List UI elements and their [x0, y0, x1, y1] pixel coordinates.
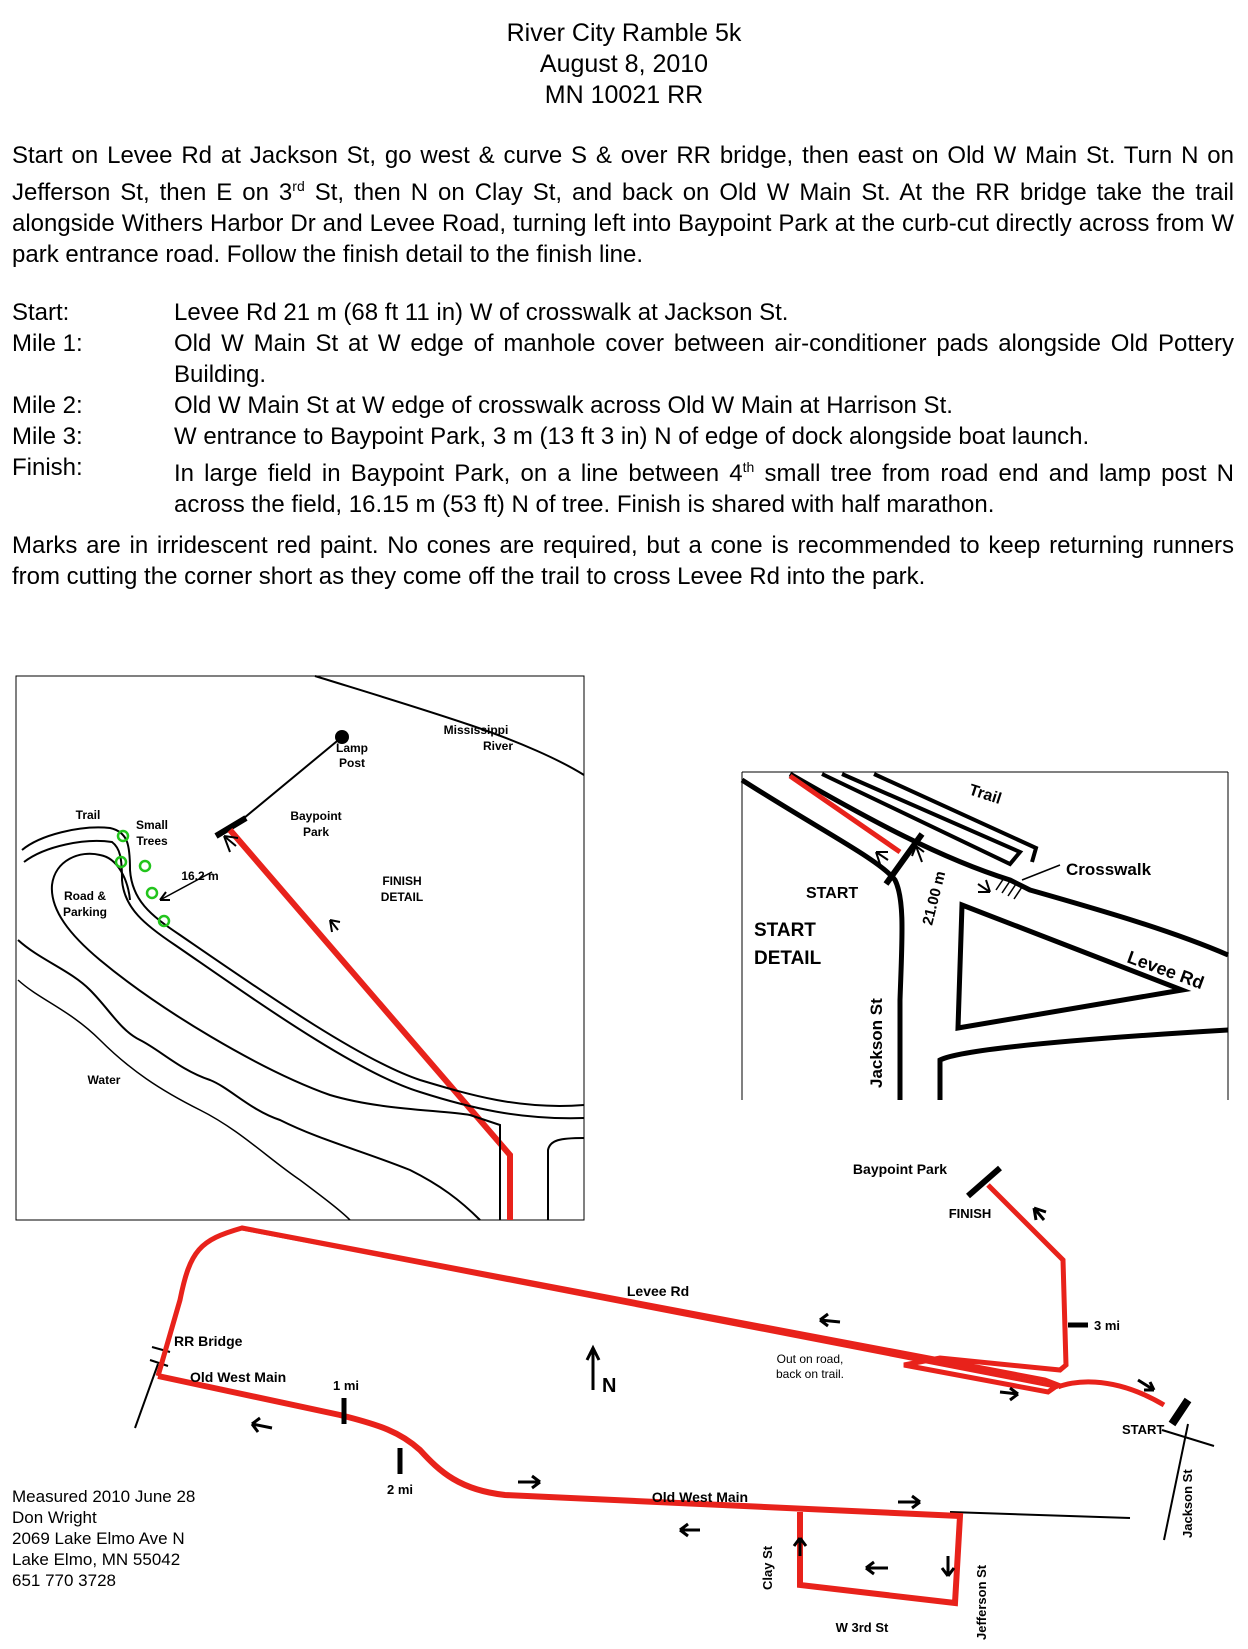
start-detail-label-2: DETAIL: [754, 948, 822, 969]
trail-label: Trail: [966, 781, 1004, 808]
measured-date: Measured 2010 June 28: [12, 1487, 196, 1506]
arrow-icon: [820, 1314, 840, 1326]
start-label: START: [806, 885, 859, 902]
checkpoint-label: Start:: [12, 299, 70, 326]
course-route-levee: [240, 1228, 1058, 1387]
start-line-mark: [886, 834, 922, 884]
road-label-2: Parking: [62, 905, 108, 919]
finish-text-b: small tree from road end and lamp post N across the field, 16.15 m (53 ft) N of tree. Finish is shared with half marathon.: [174, 460, 1234, 518]
old-west-main-street: [950, 1512, 1130, 1518]
old-west-main-label: Old West Main: [190, 1369, 287, 1385]
desc-sup: rd: [292, 178, 305, 194]
finish-route: [230, 830, 510, 1220]
measurer-phone: 651 770 3728: [12, 1571, 116, 1590]
route-note: Out on road,: [776, 1352, 844, 1366]
finish-sup: th: [742, 459, 755, 475]
mile1-label: 1 mi: [332, 1378, 360, 1393]
jefferson-label: Jefferson St: [974, 1564, 989, 1640]
clay-label: Clay St: [760, 1545, 775, 1590]
levee-street-east: [1162, 1430, 1214, 1446]
finish-text-a: In large field in Baypoint Park, on a line between 4: [174, 460, 743, 487]
mile3-label: 3 mi: [1094, 1318, 1121, 1333]
w3rd-label: W 3rd St: [835, 1620, 889, 1635]
levee-label: Levee Rd: [626, 1283, 690, 1299]
distance-label: 16.2 m: [181, 869, 219, 883]
lamp-label: Lamp: [335, 741, 369, 755]
crosswalk-mark: [996, 878, 1022, 899]
arrow-icon: [866, 1562, 888, 1574]
crosswalk-pointer: [1022, 865, 1060, 880]
parking-road: [52, 854, 500, 1220]
arrow-icon: [1000, 1388, 1018, 1400]
route-note-2: back on trail.: [775, 1367, 845, 1381]
checkpoint-label: Mile 3:: [12, 423, 83, 450]
checkpoint-label: Mile 2:: [12, 392, 83, 419]
arrow-icon: [252, 1418, 272, 1432]
checkpoint-label: Mile 1:: [12, 330, 83, 357]
finish-detail-map: [16, 676, 584, 1220]
finish-detail-label: FINISH: [382, 874, 422, 888]
park-label: Baypoint Park: [852, 1161, 948, 1177]
start-detail-label: START: [754, 920, 816, 941]
measurer-city: Lake Elmo, MN 55042: [12, 1550, 181, 1569]
arrow-icon: [224, 836, 238, 852]
arrow-icon: [942, 1556, 954, 1576]
levee-label: Levee Rd: [1124, 946, 1207, 994]
measurer-info: [12, 1486, 195, 1591]
road-edge: [940, 1030, 1228, 1100]
arrow-icon: [1138, 1380, 1154, 1390]
checkpoint-text: Old W Main St at W edge of crosswalk across Old W Main at Harrison St.: [174, 392, 953, 419]
river-label-2: River: [482, 739, 514, 753]
mile2-label: 2 mi: [386, 1482, 414, 1497]
arrow-icon: [898, 1496, 920, 1508]
finish-detail-label-2: DETAIL: [380, 890, 424, 904]
trail-label: Trail: [75, 808, 101, 822]
start-line-mark: [1172, 1400, 1188, 1424]
measurer-address: 2069 Lake Elmo Ave N: [12, 1529, 185, 1548]
arrow-icon: [1034, 1208, 1046, 1220]
trail-outer: [22, 827, 584, 1106]
start-label: START: [1122, 1422, 1165, 1437]
post-label: Post: [338, 756, 366, 770]
arrow-icon: [978, 880, 990, 892]
trees-label: Small: [135, 818, 169, 832]
arrow-icon: [518, 1476, 540, 1488]
finish-label: FINISH: [948, 1206, 992, 1221]
jackson-label: Jackson St: [1180, 1469, 1195, 1538]
river-label: Mississippi: [443, 723, 509, 737]
race-date: August 8, 2010: [539, 50, 709, 78]
trees-label-2: Trees: [136, 834, 168, 848]
checkpoint-text: W entrance to Baypoint Park, 3 m (13 ft 3 in) N of edge of dock alongside boat launch.: [174, 423, 1090, 450]
jackson-label: Jackson St: [867, 998, 886, 1088]
park-label-2: Park: [302, 825, 330, 839]
park-label: Baypoint: [290, 809, 342, 823]
checkpoint-text: Levee Rd 21 m (68 ft 11 in) W of crosswalk at Jackson St.: [174, 299, 789, 326]
arrow-icon: [680, 1524, 700, 1536]
checkpoint-text: Old W Main St at W edge of manhole cover between air-conditioner pads alongside Old Pottery Building.: [174, 330, 1234, 388]
desc-part-b: St, then N on Clay St, and back on Old W Main St. At the RR bridge take the trail alongside Withers Harbor Dr and Levee Road, turning left into Baypoint Park at the curb-cut directly across from W park entrance road. Follow the finish detail to the finish line.: [12, 179, 1234, 268]
course-route-south: [158, 1376, 960, 1603]
tree-icon: [147, 888, 157, 898]
race-name: River City Ramble 5k: [506, 19, 742, 47]
road-label: Road &: [64, 889, 106, 903]
arrow-icon: [330, 920, 340, 932]
start-detail-map: [742, 772, 1228, 1100]
park-entrance-road: [548, 1138, 584, 1220]
distance-label: 21.00 m: [919, 869, 950, 927]
north-label: N: [602, 1375, 617, 1397]
arrow-icon: [794, 1538, 806, 1556]
old-west-main-label-2: Old West Main: [651, 1489, 749, 1505]
checkpoint-label: Finish:: [12, 454, 83, 481]
marks-note: Marks are in irridescent red paint. No cones are required, but a cone is recommended to keep returning runners from cutting the corner short as they come off the trail to cross Levee Rd into the park.: [12, 532, 1234, 590]
desc-part-a: Start on Levee Rd at Jackson St, go west & curve S & over RR bridge, then east on Old W Main St. Turn N on Jefferson St, then E on 3: [12, 142, 1234, 206]
crosswalk-label: Crosswalk: [1066, 860, 1152, 879]
measurer-name: Don Wright: [12, 1508, 97, 1527]
water-label: Water: [87, 1073, 121, 1087]
certificate-id: MN 10021 RR: [544, 81, 704, 109]
rr-bridge-line: [135, 1364, 158, 1428]
tree-icon: [140, 861, 150, 871]
course-map: [135, 1161, 1214, 1640]
rr-bridge-label: RR Bridge: [174, 1333, 243, 1349]
